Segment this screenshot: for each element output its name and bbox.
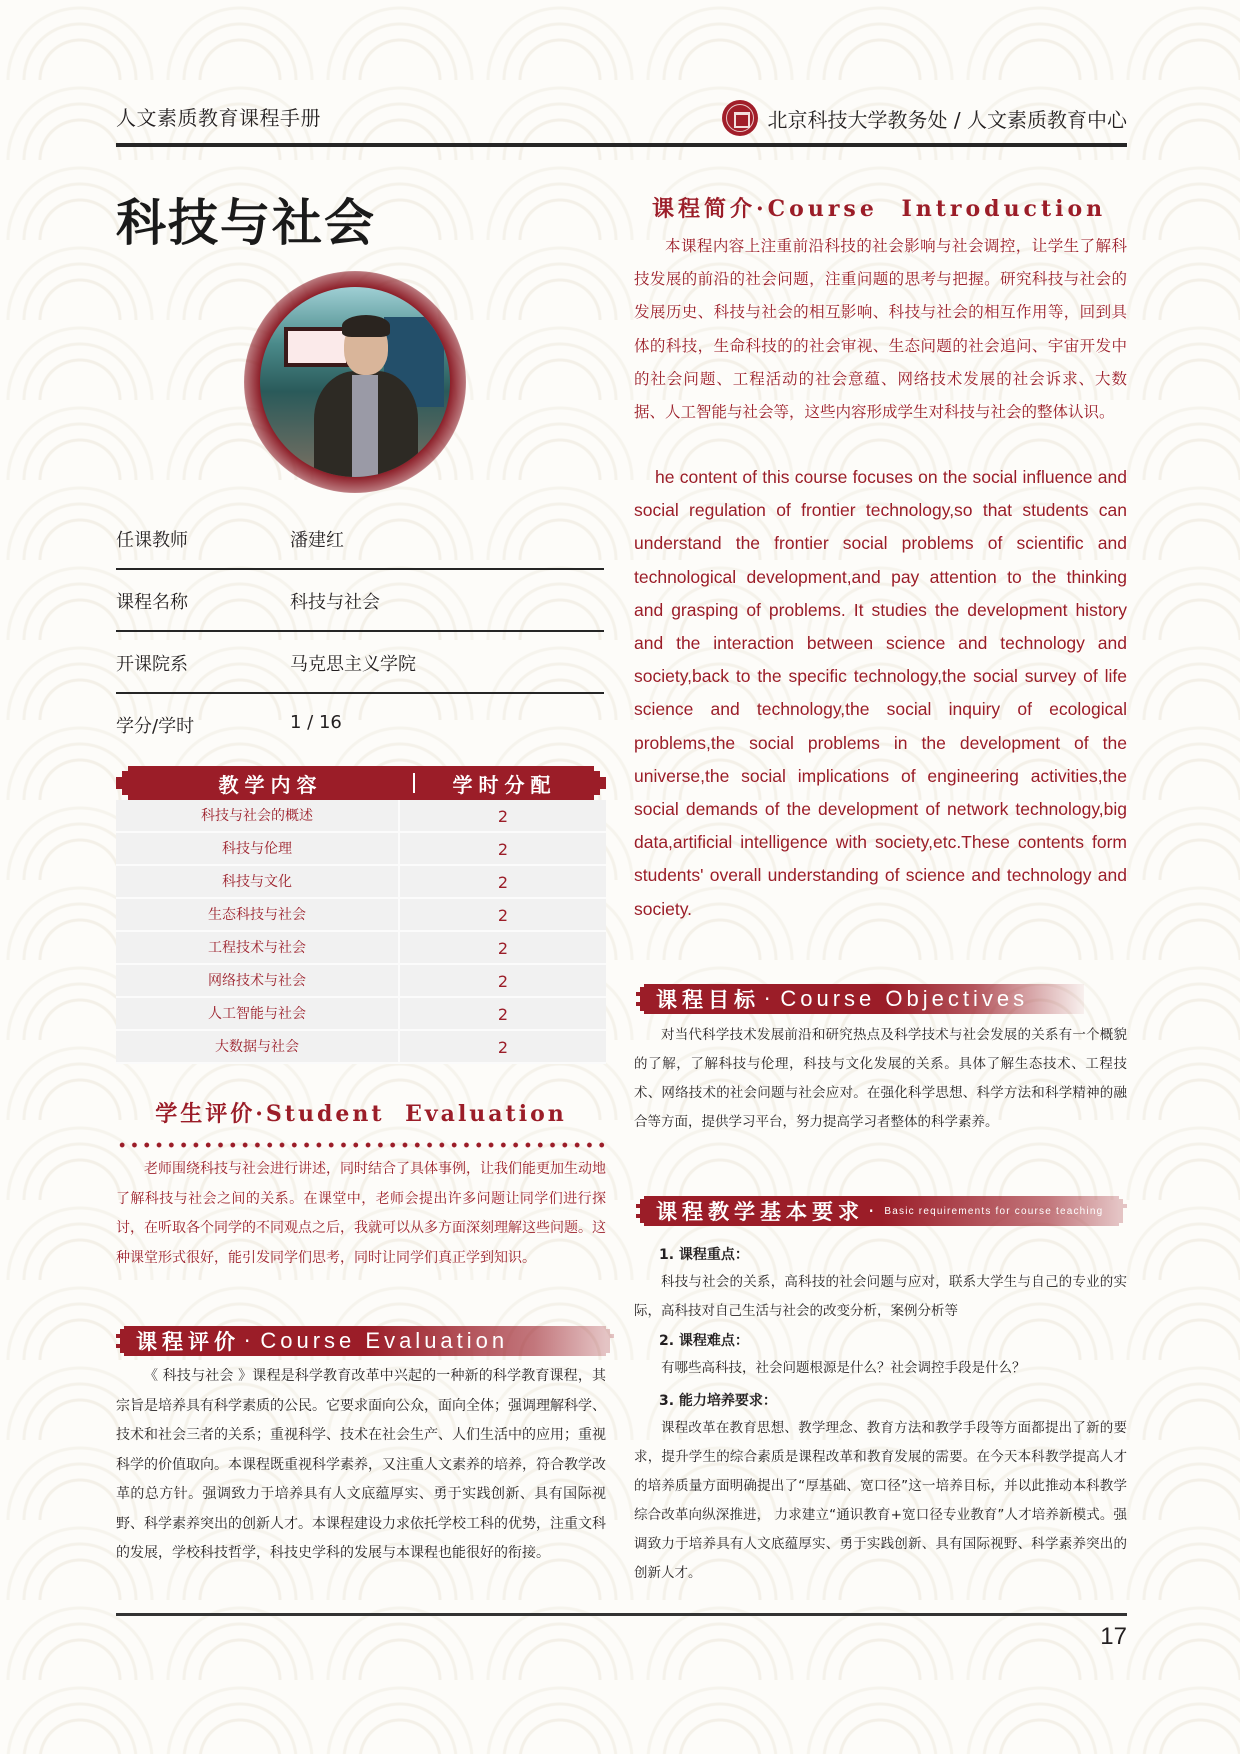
page-number: 17 [1100,1623,1127,1650]
hours-cell: 2 [497,873,509,892]
banner-title-en: Course Evaluation [260,1328,509,1353]
handbook-title: 人文素质教育课程手册 [116,106,321,130]
requirement-text-1: 科技与社会的关系，高科技的社会问题与应对，联系大学生与自己的专业的实际，高科技对自己生活与社会的改变分析，案例分析等 [634,1274,1127,1319]
info-row-department [116,632,604,694]
hours-cell: 2 [497,906,509,925]
footer-divider [116,1613,1127,1616]
university-seal-icon [722,100,758,136]
course-title: 科技与社会 [116,194,376,252]
table-row [116,899,606,932]
info-value: 马克思主义学院 [290,654,416,675]
topic-cell: 工程技术与社会 [116,932,400,963]
info-label: 学分/学时 [116,716,195,737]
info-row-instructor [116,508,604,570]
photo-person-shirt [352,375,378,477]
info-value: 潘建红 [290,530,344,551]
banner-title-cn: 课程评价 [136,1330,240,1354]
course-evaluation-text: 《 科技与社会 》课程是科学教育改革中兴起的一种新的科学教育课程，其宗旨是培养具有科学素质的公民。它要求面向公众，面向全体；强调理解科学、技术和社会三者的关系；重视科学、技术在社会生产、人们生活中的应用；重视科学的价值取向。本课程既重视科学素养，又注重人文素养的培养，符合教学改革的总方针。强调致力于培养具有人文底蕴厚实、勇于实践创新、具有国际视野、科学素养突出的创新人才。本课程建设力求依托学校工科的优势，注重文科的发展，学校科技哲学，科技史学科的发展与本课程也能很好的衔接。 [116,1368,606,1561]
dotted-divider [116,1142,606,1148]
banner-title-en: Basic requirements for course teaching [884,1205,1104,1217]
banner-separator: · [244,1329,251,1353]
course-introduction-text-cn: 本课程内容上注重前沿科技的社会影响与社会调控，让学生了解科技发展的前沿的社会问题，注重问题的思考与把握。研究科技与社会的发展历史、科技与社会的相互影响、科技与社会的相互作用等，回到具体的科技，生命科技的的社会审视、生态问题的社会追问、宇宙开发中的社会问题、工程活动的社会意蕴、网络技术发展的社会诉求、大数据、人工智能与社会等，这些内容形成学生对科技与社会的整体认识。 [634,237,1127,422]
photo-screen-detail [284,327,350,367]
page-header [116,96,1127,148]
requirement-text-2: 有哪些高科技，社会问题根源是什么？社会调控手段是什么？ [661,1360,1026,1376]
table-row [116,833,606,866]
info-label: 开课院系 [116,654,188,675]
table-row [116,965,606,998]
column-header-topic: 教学内容 [218,772,323,797]
banner-title-cn: 课程教学基本要求 [656,1200,864,1224]
banner-title-en: Course Objectives [780,986,1029,1011]
requirement-heading-1: 1. 课程重点： [659,1247,749,1263]
table-row [116,866,606,899]
info-value: 1 / 16 [290,712,342,733]
header-divider [116,143,1127,147]
course-objectives-text: 对当代科学技术发展前沿和研究热点及科学技术与社会发展的关系有一个概貌的了解，了解科技与伦理，科技与文化发展的关系。具体了解生态技术、工程技术、网络技术的社会问题与社会应对。在强化科学思想、科学方法和科学精神的融合等方面，提供学习平台，努力提高学习者整体的科学素养。 [634,1027,1127,1130]
hours-cell: 2 [497,1005,509,1024]
schedule-header [128,766,594,800]
info-value: 科技与社会 [290,592,380,613]
topic-cell: 网络技术与社会 [116,965,400,996]
course-introduction-text-en: he content of this course focuses on the social influence and social regulation of frontier technology,so that students can understand the frontier social problems of scientific and technological development,and pay attention to the thinking and grasping of problems. It studies the development history and the interaction between science and technology and society,back to the specific technology,the social survey of life science and technology,the social inquiry of ecological problems,the social problems in the development of the universe,the social implications of engineering activities,the social demands of the development of network technology,big data,artificial intelligence with society,etc.These contents form students' overall understanding of science and technology and society. [634,467,1127,919]
info-row-course-name [116,570,604,632]
student-evaluation-title: 学生评价·Student Evaluation [155,1101,567,1127]
column-header-hours: 学时分配 [452,772,557,797]
hours-cell: 2 [497,840,509,859]
student-evaluation-text: 老师围绕科技与社会进行讲述，同时结合了具体事例，让我们能更加生动地了解科技与社会之间的关系。在课堂中，老师会提出许多问题让同学们进行探讨，在听取各个同学的不同观点之后，我就可以从多方面深刻理解这些问题。这种课堂形式很好，能引发同学们思考，同时让同学们真正学到知识。 [116,1161,606,1266]
topic-cell: 人工智能与社会 [116,998,400,1029]
schedule-table [116,766,606,1064]
instructor-photo [260,287,450,477]
topic-cell: 生态科技与社会 [116,899,400,930]
course-evaluation-banner [124,1326,606,1356]
schedule-body [116,800,606,1064]
instructor-photo-frame [244,271,466,493]
table-row [116,932,606,965]
topic-cell: 科技与社会的概述 [116,800,400,831]
requirements-banner [644,1196,1119,1226]
banner-separator: · [764,987,771,1011]
requirement-text-3: 课程改革在教育思想、教学理念、教育方法和教学手段等方面都提出了新的要求，提升学生的综合素质是课程改革和教育发展的需要。在今天本科教学提高人才的培养质量方面明确提出了“厚基础、宽口径”这一培养目标，并以此推动本科教学综合改革向纵深推进， 力求建立“通识教育+宽口径专业教育”人才培养新模式。强调致力于培养具有人文底蕴厚实、勇于实践创新、具有国际视野、科学素养突出的创新人才。 [634,1420,1127,1581]
table-row [116,1031,606,1064]
topic-cell: 科技与伦理 [116,833,400,864]
banner-title-cn: 课程目标 [656,988,760,1012]
table-row [116,998,606,1031]
table-row [116,800,606,833]
course-info-list [116,508,604,756]
banner-separator: · [868,1199,875,1223]
photo-person-hair [342,315,390,337]
info-label: 任课教师 [116,530,188,551]
requirement-heading-2: 2. 课程难点： [659,1333,749,1349]
requirement-heading-3: 3. 能力培养要求： [659,1393,777,1409]
hours-cell: 2 [497,939,509,958]
course-objectives-banner [644,984,1084,1014]
info-label: 课程名称 [116,592,188,613]
hours-cell: 2 [497,1038,509,1057]
info-row-credits [116,694,604,756]
organization-name: 北京科技大学教务处 / 人文素质教育中心 [767,107,1127,132]
hours-cell: 2 [497,972,509,991]
course-introduction-title: 课程简介·Course Introduction [652,196,1107,222]
header-organization [722,100,1127,136]
hours-cell: 2 [497,807,509,826]
topic-cell: 大数据与社会 [116,1031,400,1062]
topic-cell: 科技与文化 [116,866,400,897]
